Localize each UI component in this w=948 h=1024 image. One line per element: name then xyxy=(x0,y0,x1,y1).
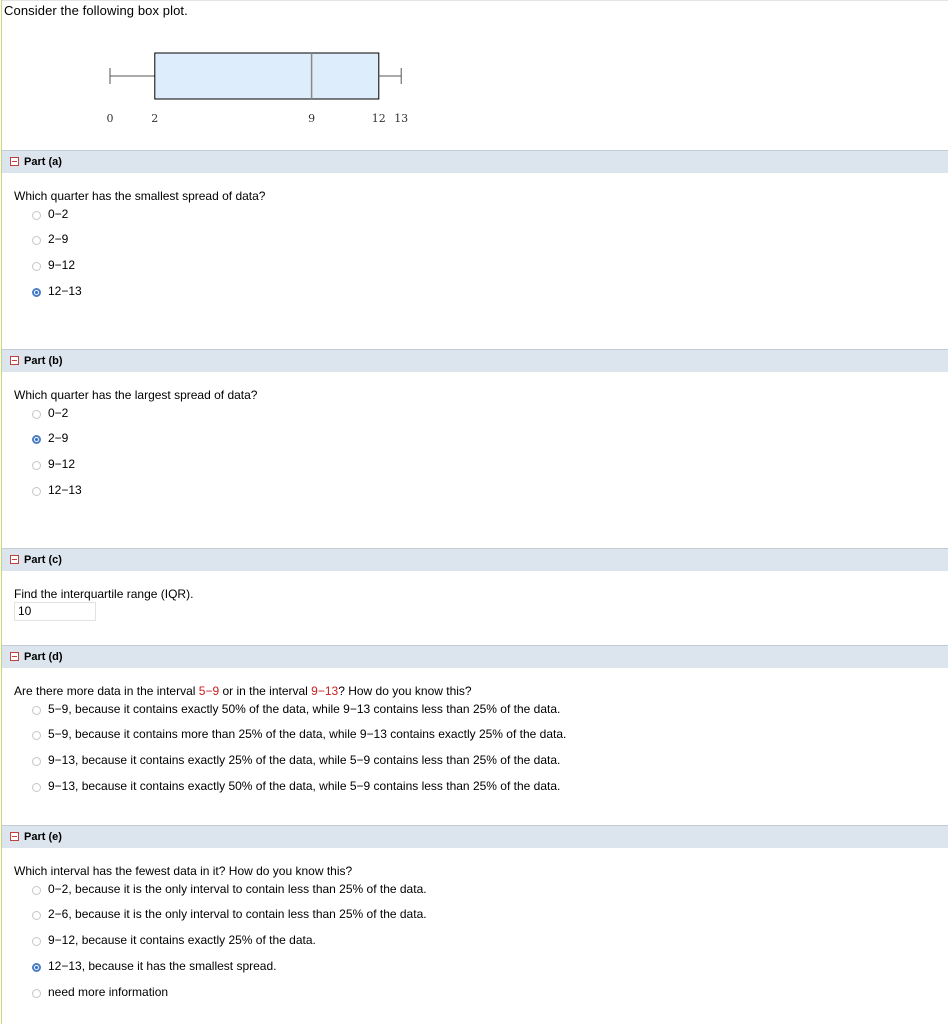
option-label: 0−2 xyxy=(48,406,69,420)
part-b-title: Part (b) xyxy=(24,355,63,367)
part-c-title: Part (c) xyxy=(24,554,62,566)
top-border xyxy=(1,0,948,1)
option-label: 9−12 xyxy=(48,258,76,272)
radio-button[interactable] xyxy=(32,937,41,946)
iqr-box xyxy=(155,53,379,99)
part-d-question xyxy=(14,684,472,698)
question-text: ? How do you know this? xyxy=(338,684,472,698)
option-label: 9−13, because it contains exactly 25% of the data, while 5−9 contains less than 25% of the data. xyxy=(48,753,561,767)
part-e-header[interactable] xyxy=(2,825,948,848)
option-label: need more information xyxy=(48,985,169,999)
part-a-question: Which quarter has the smallest spread of data? xyxy=(14,189,266,203)
tick-label-max: 13 xyxy=(394,112,409,125)
box-plot xyxy=(100,45,420,135)
interval-highlight: 9−13 xyxy=(311,684,339,698)
collapse-icon[interactable] xyxy=(10,157,19,166)
radio-button[interactable] xyxy=(32,886,41,895)
part-d-title: Part (d) xyxy=(24,651,63,663)
option-label: 12−13 xyxy=(48,284,82,298)
tick-label-q1: 2 xyxy=(151,112,159,125)
radio-button[interactable] xyxy=(32,706,41,715)
part-a-header[interactable] xyxy=(2,150,948,173)
collapse-icon[interactable] xyxy=(10,356,19,365)
radio-button-selected[interactable] xyxy=(32,435,41,444)
radio-button[interactable] xyxy=(32,211,41,220)
option-label: 12−13, because it has the smallest spread. xyxy=(48,959,277,973)
part-a-title: Part (a) xyxy=(24,156,62,168)
radio-button-selected[interactable] xyxy=(32,288,41,297)
part-c-question: Find the interquartile range (IQR). xyxy=(14,587,194,601)
radio-button[interactable] xyxy=(32,989,41,998)
option-label: 9−13, because it contains exactly 50% of the data, while 5−9 contains less than 25% of the data. xyxy=(48,779,561,793)
collapse-icon[interactable] xyxy=(10,652,19,661)
part-e-question: Which interval has the fewest data in it? How do you know this? xyxy=(14,864,353,878)
radio-button[interactable] xyxy=(32,461,41,470)
option-label: 0−2 xyxy=(48,207,69,221)
radio-button[interactable] xyxy=(32,410,41,419)
part-c-header[interactable] xyxy=(2,548,948,571)
tick-label-min: 0 xyxy=(106,112,114,125)
option-label: 5−9, because it contains more than 25% of the data, while 9−13 contains exactly 25% of the data. xyxy=(48,727,567,741)
question-text: Are there more data in the interval xyxy=(14,684,199,698)
option-label: 9−12, because it contains exactly 25% of the data. xyxy=(48,933,316,947)
radio-button[interactable] xyxy=(32,783,41,792)
iqr-answer-input[interactable]: 10 xyxy=(14,602,96,621)
radio-button-selected[interactable] xyxy=(32,963,41,972)
option-label: 2−9 xyxy=(48,232,69,246)
question-text: or in the interval xyxy=(219,684,312,698)
option-label: 2−6, because it is the only interval to contain less than 25% of the data. xyxy=(48,907,427,921)
radio-button[interactable] xyxy=(32,731,41,740)
part-b-header[interactable] xyxy=(2,349,948,372)
radio-button[interactable] xyxy=(32,757,41,766)
option-label: 0−2, because it is the only interval to contain less than 25% of the data. xyxy=(48,882,427,896)
collapse-icon[interactable] xyxy=(10,555,19,564)
option-label: 12−13 xyxy=(48,483,82,497)
collapse-icon[interactable] xyxy=(10,832,19,841)
part-b-question: Which quarter has the largest spread of data? xyxy=(14,388,258,402)
part-d-header[interactable] xyxy=(2,645,948,668)
radio-button[interactable] xyxy=(32,487,41,496)
tick-label-q3: 12 xyxy=(371,112,386,125)
radio-button[interactable] xyxy=(32,262,41,271)
interval-highlight: 5−9 xyxy=(198,684,220,698)
option-label: 9−12 xyxy=(48,457,76,471)
intro-text: Consider the following box plot. xyxy=(4,3,188,18)
radio-button[interactable] xyxy=(32,236,41,245)
option-label: 5−9, because it contains exactly 50% of the data, while 9−13 contains less than 25% of the data. xyxy=(48,702,561,716)
part-e-title: Part (e) xyxy=(24,831,62,843)
radio-button[interactable] xyxy=(32,911,41,920)
tick-label-median: 9 xyxy=(308,112,316,125)
option-label: 2−9 xyxy=(48,431,69,445)
